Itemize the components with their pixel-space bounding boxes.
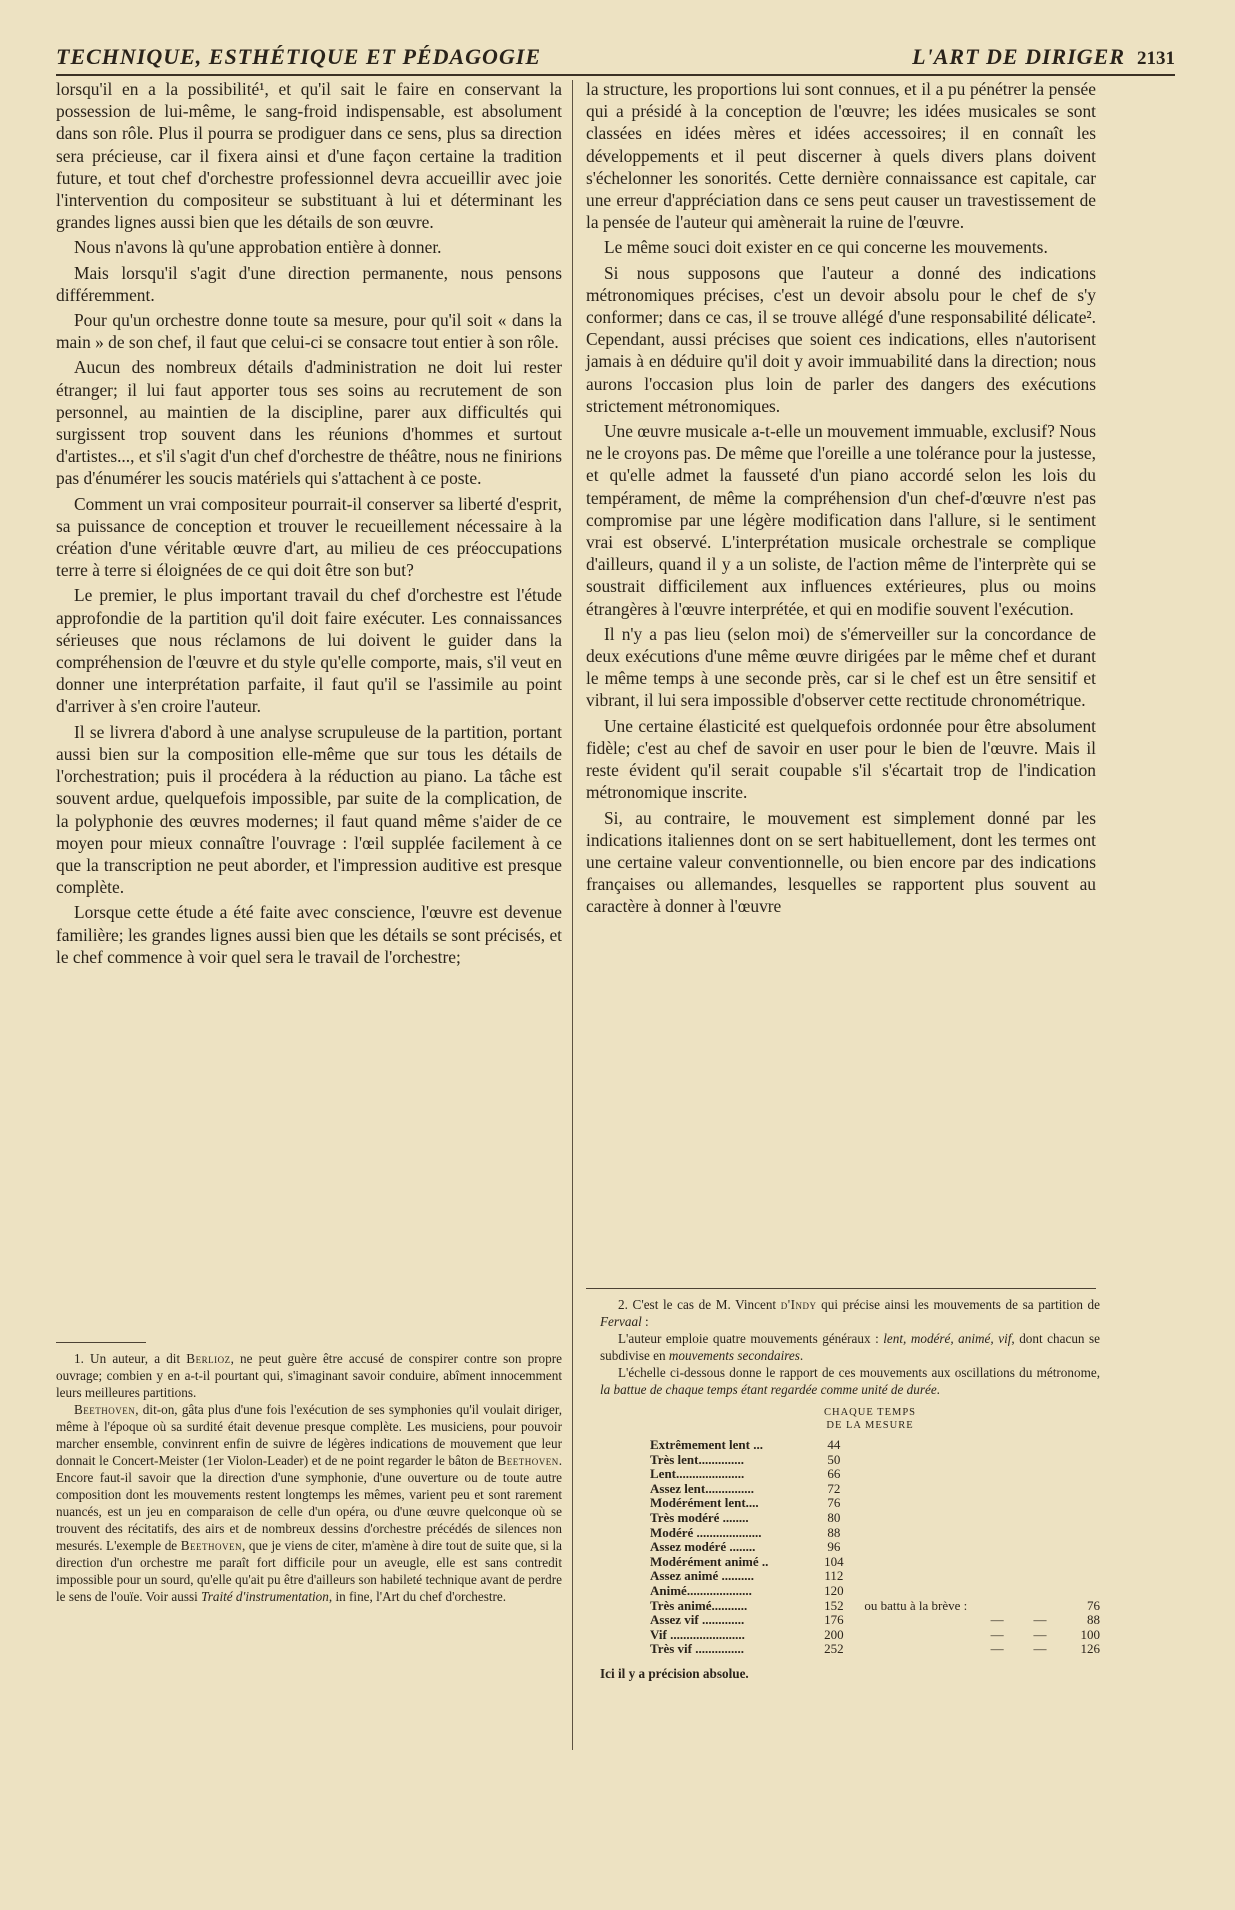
running-head-left: TECHNIQUE, ESTHÉTIQUE ET PÉDAGOGIE (56, 44, 542, 69)
footnote-emphasis: la battue de chaque temps étant regardée comme unité de durée (600, 1382, 937, 1397)
tempo-header-line: CHAQUE TEMPS (823, 1407, 917, 1418)
tempo-row (650, 1613, 1100, 1628)
tempo-dash: — (990, 1641, 1004, 1657)
author-name: Berlioz (186, 1351, 231, 1366)
tempo-alt-label (852, 1613, 977, 1628)
tempo-value: 76 (827, 1495, 841, 1511)
tempo-header-line: DE LA MESURE (826, 1420, 914, 1431)
tempo-dash (977, 1511, 1017, 1526)
tempo-terms: mouvements secondaires (668, 1348, 800, 1363)
tempo-dash (1017, 1511, 1063, 1526)
left-column (56, 78, 562, 971)
footnote-text: . (799, 1348, 804, 1363)
footnote-text: , dont chacun se subdivise en (600, 1331, 1100, 1363)
tempo-value: 50 (827, 1451, 841, 1467)
tempo-alt-label (852, 1642, 977, 1657)
tempo-value: 104 (824, 1553, 844, 1569)
footnote-1-para-1 (56, 1350, 562, 1401)
footnote-1-para-2 (56, 1401, 562, 1605)
tempo-value: 112 (824, 1568, 844, 1584)
tempo-name: Assez modéré ........ (650, 1539, 756, 1555)
footnote-1 (56, 1350, 562, 1605)
tempo-alt-value (1063, 1555, 1100, 1570)
tempo-dash: — (990, 1626, 1004, 1642)
tempo-dash (977, 1467, 1017, 1482)
tempo-dash (1017, 1584, 1063, 1599)
tempo-value: 152 (824, 1597, 844, 1613)
tempo-dash (1017, 1526, 1063, 1541)
tempo-alt-value (1063, 1540, 1100, 1555)
tempo-dash (1017, 1555, 1063, 1570)
left-paragraph: Comment un vrai compositeur pourrait-il conserver sa liberté d'esprit, sa puissance de conception et trouver le recueillement nécessaire à la création d'une véritable œuvre d'art, au milieu de ces préoccupations terre à terre si éloignées de ce qui doit être son but? (56, 493, 562, 581)
tempo-alt-label (852, 1569, 977, 1584)
tempo-alt-label (852, 1526, 977, 1541)
tempo-dash (1017, 1453, 1063, 1468)
footnote-text: , in fine, l'Art du chef d'orchestre. (328, 1589, 507, 1604)
tempo-dash (977, 1555, 1017, 1570)
author-name: Beethoven (497, 1453, 559, 1468)
tempo-alt-value (1063, 1482, 1100, 1497)
tempo-alt-value (1063, 1584, 1100, 1599)
tempo-dash: — (1033, 1641, 1047, 1657)
tempo-alt-label (852, 1482, 977, 1497)
tempo-alt-value: 88 (1087, 1612, 1100, 1628)
right-paragraph: Si, au contraire, le mouvement est simplement donné par les indications italiennes dont on se sert habituellement, dont les termes ont une certaine valeur conventionnelle, ou bien encore par des indications françaises ou allemandes, lesquelles se rapportent plus souvent au caractère à donner à l'œuvre (586, 807, 1096, 917)
left-paragraph: Lorsque cette étude a été faite avec conscience, l'œuvre est devenue familière; les grandes lignes aussi bien que les détails se sont précisés, et le chef commence à voir quel sera le travail de l'orchestre; (56, 902, 562, 967)
footnote-text: , que je viens de citer, m'amène à dire tout de suite que, si la direction d'un orchestre me paraît fort difficile pour un aveugle, elle est sans contredit impossible pour un sourd, qu'elle qu'ait pu être d'ailleurs son habileté technique avant de perdre le sens de l'ouïe. Voir aussi (56, 1538, 562, 1604)
tempo-dash (977, 1526, 1017, 1541)
author-name: Beethoven (180, 1538, 243, 1553)
tempo-alt-value: 100 (1080, 1626, 1100, 1642)
tempo-table (650, 1438, 1100, 1657)
footnote-text: . Encore faut-il savoir que la direction d'une symphonie, d'une ouverture ou de toute autre composition dont les mouvements restent longtemps les mêmes, varient peu et sont rarement nuancés, est un jeu en comparaison de celle d'un opéra, ou d'une œuvre quelconque où se trouvent des récitatifs, des airs et de nombreux dessins d'orchestre précédés de silences non mesurés. L'exemple de (56, 1453, 562, 1553)
tempo-dash: — (1033, 1612, 1047, 1628)
tempo-dash (1017, 1482, 1063, 1497)
footnote-text: , ne peut guère être accusé de conspirer contre son propre ouvrage; combien y en a-t-il pourtant qui, s'imaginant savoir conduire, abîment innocemment leurs meilleures partitions. (56, 1351, 562, 1400)
tempo-row (650, 1482, 1100, 1497)
tempo-row (650, 1555, 1100, 1570)
tempo-value: 176 (824, 1612, 844, 1628)
tempo-row (650, 1584, 1100, 1599)
tempo-table-note: Ici il y a précision absolue. (600, 1665, 749, 1681)
tempo-name: Vif ....................... (650, 1626, 745, 1642)
right-paragraph: Il n'y a pas lieu (selon moi) de s'émerveiller sur la concordance de deux exécutions d'une même œuvre dirigées par le même chef et durant le même temps à une seconde près, car si le chef est un être sensitif et vibrant, il lui sera impossible d'observer cette rectitude chronométrique. (586, 623, 1096, 711)
tempo-dash (1017, 1496, 1063, 1511)
tempo-name: Assez animé .......... (650, 1568, 754, 1584)
tempo-name: Lent..................... (650, 1466, 745, 1482)
tempo-alt-label (852, 1540, 977, 1555)
tempo-name: Extrêmement lent ... (650, 1437, 763, 1452)
tempo-row (650, 1599, 1100, 1614)
tempo-alt-label (852, 1628, 977, 1643)
column-divider (572, 80, 573, 1750)
footnote-text: , dit-on, gâta plus d'une fois l'exécution de ses symphonies qu'il voulait diriger, même à l'époque où sa surdité était devenue presque complète. Les musiciens, pour pouvoir marcher ensemble, convinrent enfin de suivre de légères indications de mouvement que leur donnait le Concert-Meister (1er Violon-Leader) et de ne point regarder le bâton de (56, 1402, 562, 1468)
tempo-value: 72 (827, 1480, 841, 1496)
tempo-dash (1017, 1438, 1063, 1453)
author-name: d'Indy (780, 1297, 817, 1312)
right-paragraph: Une certaine élasticité est quelquefois ordonnée pour être absolument fidèle; c'est au chef de savoir en user pour le bien de l'œuvre. Mais il reste évident qu'il serait coupable s'il s'écartait trop de l'indication métronomique inscrite. (586, 715, 1096, 803)
tempo-value: 120 (824, 1582, 844, 1598)
tempo-dash (977, 1569, 1017, 1584)
tempo-name: Très vif ............... (650, 1641, 744, 1657)
author-name: Beethoven (74, 1402, 136, 1417)
tempo-row (650, 1540, 1100, 1555)
left-paragraph: Il se livrera d'abord à une analyse scrupuleuse de la partition, portant aussi bien sur la composition elle-même que sur tous les détails de l'orchestration; puis il procédera à la réduction au piano. La tâche est souvent ardue, quelquefois impossible, par suite de la complication, de la polyphonie des œuvres modernes; il faut quand même s'aider de ce moyen pour mieux connaître l'ouvrage : l'œil supplée facilement à ce que la transcription ne peut aborder, et l'impression auditive est presque complète. (56, 721, 562, 898)
tempo-alt-label (852, 1555, 977, 1570)
tempo-row (650, 1453, 1100, 1468)
tempo-alt-label: ou battu à la brève : (864, 1597, 968, 1613)
tempo-value: 252 (824, 1641, 844, 1657)
tempo-row (650, 1569, 1100, 1584)
tempo-alt-value (1063, 1438, 1100, 1453)
tempo-alt-value: 76 (1087, 1597, 1100, 1613)
footnote-text: 2. C'est le cas de M. Vincent (618, 1297, 781, 1312)
tempo-alt-label (852, 1584, 977, 1599)
opera-title: Fervaal (600, 1314, 642, 1329)
footnote-2 (600, 1296, 1100, 1682)
footnote-text: . (936, 1382, 940, 1397)
tempo-name: Très modéré ........ (650, 1509, 749, 1525)
footnote-text: L'auteur emploie quatre mouvements généraux : (618, 1331, 884, 1346)
tempo-name: Assez lent............... (650, 1480, 754, 1496)
right-paragraph: Si nous supposons que l'auteur a donné des indications métronomiques précises, c'est un devoir absolu pour le chef de s'y conformer; dans ce cas, il se trouve allégé d'une responsabilité délicate². Cependant, aussi précises que soient ces indications, elles n'autorisent jamais à en déduire qu'il doit y avoir immuabilité dans la direction; nous aurons l'occasion plus loin de parler des dangers des exécutions strictement métronomiques. (586, 262, 1096, 416)
tempo-alt-value (1063, 1453, 1100, 1468)
tempo-dash (977, 1482, 1017, 1497)
tempo-value: 88 (827, 1524, 841, 1540)
tempo-alt-label (852, 1467, 977, 1482)
tempo-alt-label (852, 1438, 977, 1453)
tempo-alt-value (1063, 1569, 1100, 1584)
tempo-name: Modérément lent.... (650, 1495, 759, 1511)
left-paragraph: Aucun des nombreux détails d'administration ne doit lui rester étranger; il lui faut apporter tous ses soins au recrutement de son personnel, au maintien de la discipline, parer aux difficultés qui surgissent trop souvent dans les réunions d'hommes et surtout d'artistes..., et s'il s'agit d'un chef d'orchestre de théâtre, nous ne finirions pas d'énumérer les soucis matériels qui s'attachent à ce poste. (56, 357, 562, 489)
tempo-value: 44 (827, 1437, 841, 1452)
tempo-row (650, 1496, 1100, 1511)
tempo-row (650, 1467, 1100, 1482)
left-paragraph: lorsqu'il en a la possibilité¹, et qu'il sait le faire en conservant la possession de lui-même, le sang-froid indispensable, est absolument dans son rôle. Plus il pourra se prodiguer dans ce sens, plus sa direction sera précieuse, car il fixera ainsi et d'une façon certaine la tradition future, et tout chef d'orchestre professionnel devra accueillir avec joie l'intervention du compositeur se substituant à lui et déterminant les grandes lignes aussi bien que les détails de son œuvre. (56, 79, 562, 233)
tempo-table-body (650, 1438, 1100, 1657)
tempo-dash (977, 1438, 1017, 1453)
right-paragraph: Le même souci doit exister en ce qui concerne les mouvements. (604, 237, 1048, 258)
tempo-alt-value: 126 (1080, 1641, 1100, 1657)
tempo-row (650, 1438, 1100, 1453)
tempo-dash (977, 1584, 1017, 1599)
tempo-terms: lent, modéré, animé, vif (883, 1331, 1012, 1346)
tempo-alt-label (852, 1496, 977, 1511)
tempo-alt-value (1063, 1511, 1100, 1526)
tempo-alt-label (852, 1453, 977, 1468)
running-head (56, 40, 1175, 76)
tempo-name: Modéré .................... (650, 1524, 762, 1540)
footnote-text: : (641, 1314, 649, 1329)
book-title: Traité d'instrumentation (201, 1589, 329, 1604)
tempo-alt-value (1063, 1496, 1100, 1511)
tempo-dash (977, 1599, 1017, 1614)
left-paragraph: Mais lorsqu'il s'agit d'une direction permanente, nous pensons différemment. (56, 262, 562, 305)
tempo-name: Très animé........... (650, 1597, 748, 1613)
right-paragraph: la structure, les proportions lui sont connues, et il a pu pénétrer la pensée qui a présidé à la conception de l'œuvre; les idées musicales se sont classées en idées mères et idées accessoires; il en connaît les développements et il peut discerner à quels divers plans doivent s'échelonner les sonorités. Cette dernière connaissance est capitale, car une erreur d'appréciation dans ce sens peut causer un travestissement de la pensée de l'auteur qui amènerait la ruine de l'œuvre. (586, 79, 1096, 233)
tempo-value: 200 (824, 1626, 844, 1642)
footnote-text: L'échelle ci-dessous donne le rapport de ces mouvements aux oscillations du métronome, (618, 1365, 1100, 1380)
tempo-dash (1017, 1599, 1063, 1614)
footnote-text: 1. Un auteur, a dit (74, 1351, 187, 1366)
tempo-dash: — (1033, 1626, 1047, 1642)
tempo-table-header (750, 1406, 990, 1432)
tempo-value: 96 (827, 1539, 841, 1555)
tempo-alt-value (1063, 1526, 1100, 1541)
tempo-alt-value (1063, 1467, 1100, 1482)
running-head-section: L'ART DE DIRIGER (912, 44, 1125, 69)
right-column (586, 78, 1096, 921)
tempo-name: Modérément animé .. (650, 1553, 769, 1569)
tempo-row (650, 1511, 1100, 1526)
page-number: 2131 (1137, 48, 1175, 69)
footnote-rule-right (586, 1288, 1096, 1289)
tempo-dash (977, 1496, 1017, 1511)
footnote-2-para-3 (600, 1364, 1100, 1398)
tempo-name: Assez vif ............. (650, 1612, 745, 1628)
left-paragraph: Le premier, le plus important travail du chef d'orchestre est l'étude approfondie de la partition qu'il doit faire exécuter. Les connaissances sérieuses que nous réclamons de lui doivent le guider dans la compréhension de l'œuvre et du style qu'elle comporte, mais, s'il veut en donner une interprétation parfaite, il faut qu'il se l'assimile au point d'arriver à s'en croire l'auteur. (56, 585, 562, 717)
footnote-2-para-1 (600, 1296, 1100, 1330)
tempo-alt-label (852, 1511, 977, 1526)
tempo-name: Animé.................... (650, 1582, 752, 1598)
tempo-value: 80 (827, 1509, 841, 1525)
footnote-rule (56, 1342, 146, 1343)
footnote-2-para-2 (600, 1330, 1100, 1364)
tempo-value: 66 (827, 1466, 841, 1482)
tempo-dash (1017, 1569, 1063, 1584)
tempo-dash (977, 1540, 1017, 1555)
right-paragraph: Une œuvre musicale a-t-elle un mouvement immuable, exclusif? Nous ne le croyons pas. De même que l'oreille a une tolérance pour la justesse, et qu'elle admet la fausseté d'un piano accordé selon les lois du tempérament, de même la compréhension d'un chef-d'œuvre n'est pas compromise par une légère modification dans l'allure, si le sentiment vrai est observé. L'interprétation musicale orchestrale se complique d'ailleurs, quand il y a un soliste, de l'action même de l'interprète qui se soustrait difficilement aux influences extérieures, plus ou moins étrangères à l'œuvre interprétée, et qui en modifie souvent l'exécution. (586, 421, 1096, 619)
left-paragraph: Pour qu'un orchestre donne toute sa mesure, pour qu'il soit « dans la main » de son chef, il faut que celui-ci se consacre tout entier à son rôle. (56, 310, 562, 353)
tempo-dash: — (990, 1612, 1004, 1628)
tempo-dash (977, 1453, 1017, 1468)
tempo-row (650, 1526, 1100, 1541)
tempo-row (650, 1642, 1100, 1657)
tempo-dash (1017, 1467, 1063, 1482)
tempo-name: Très lent.............. (650, 1451, 744, 1467)
running-head-right (912, 44, 1175, 70)
left-paragraph: Nous n'avons là qu'une approbation entière à donner. (74, 237, 442, 258)
tempo-dash (1017, 1540, 1063, 1555)
tempo-row (650, 1628, 1100, 1643)
footnote-text: qui précise ainsi les mouvements de sa partition de (816, 1297, 1100, 1312)
